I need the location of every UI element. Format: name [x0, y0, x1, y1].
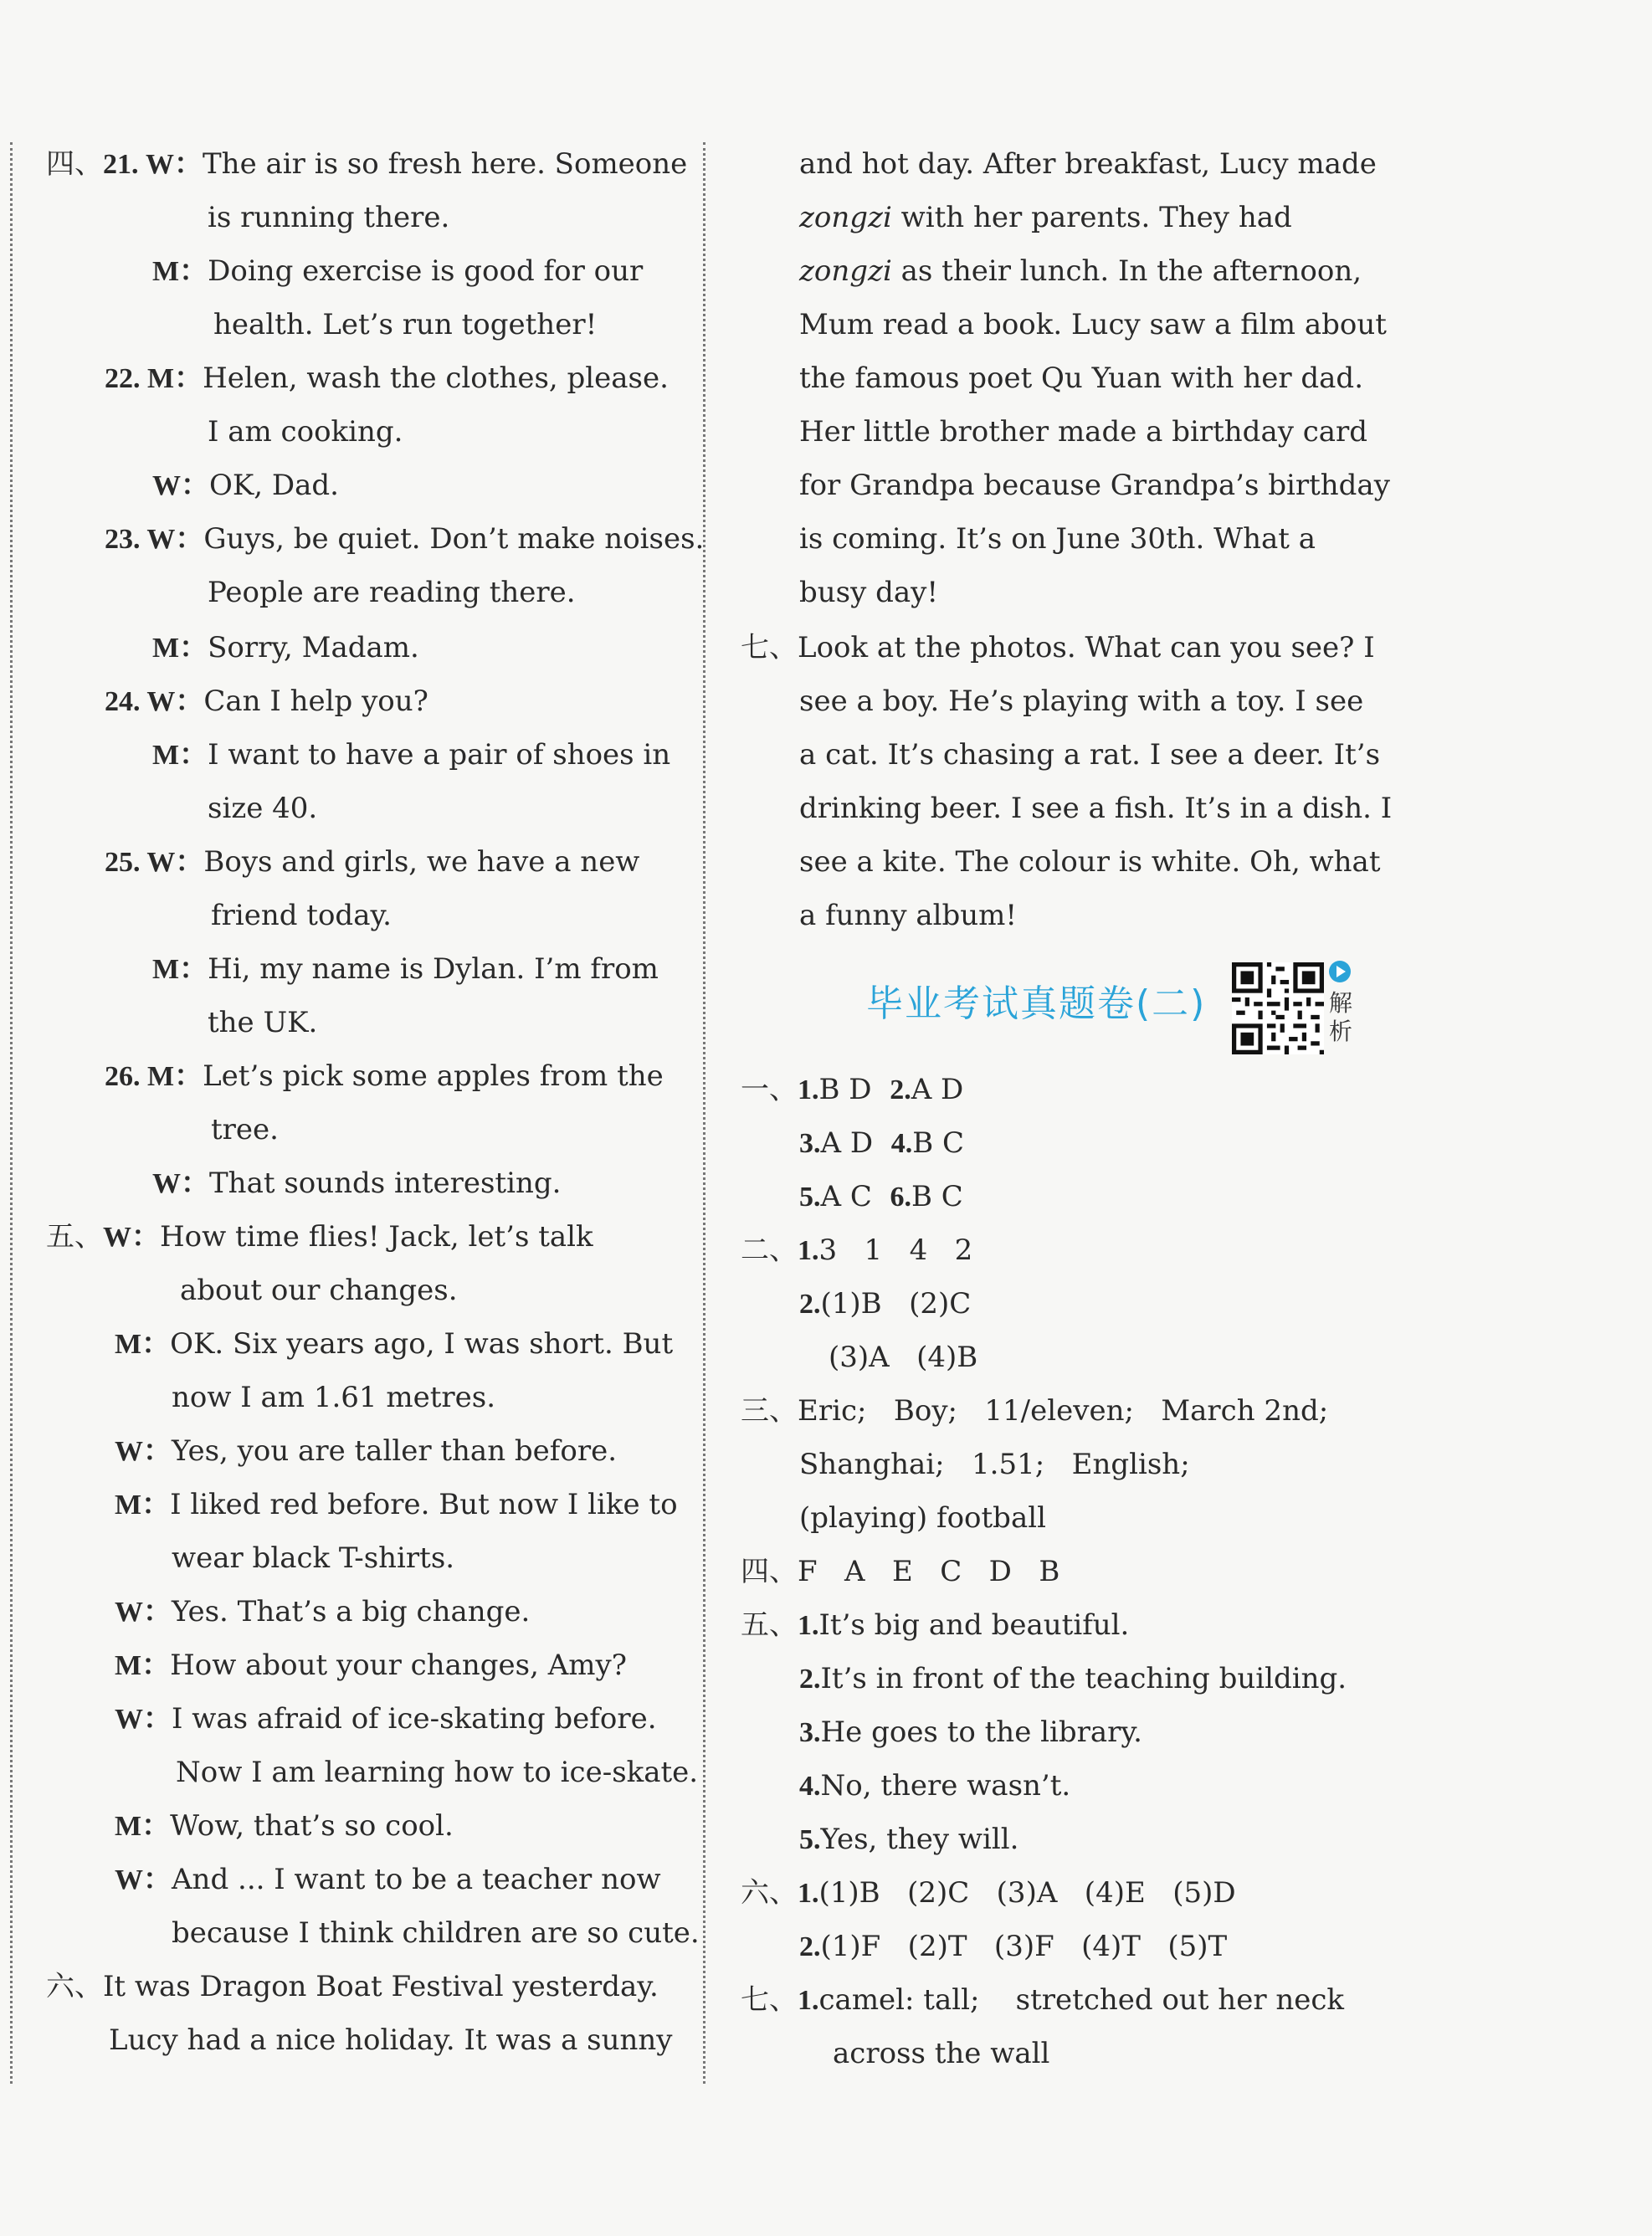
left-line-17: the UK. [208, 1006, 318, 1039]
left-line-15: friend today. [211, 899, 392, 932]
answer-line-16: 六、1.(1)B (2)C (3)A (4)E (5)D [741, 1876, 1236, 1910]
answer-line-14: 4.No, there wasn’t. [799, 1769, 1071, 1803]
left-line-25: W：Yes, you are taller than before. [115, 1434, 618, 1468]
answer-line-7: 三、Eric; Boy; 11/eleven; March 2nd; [741, 1394, 1329, 1428]
answer-line-3: 5.A C 6.B C [799, 1180, 963, 1213]
left-line-23: M：OK. Six years ago, I was short. But [115, 1327, 674, 1361]
left-line-2: is running there. [208, 201, 450, 234]
left-line-4: health. Let’s run together! [213, 308, 598, 341]
qr-label: 解析 [1329, 989, 1353, 1045]
right-line-4: Mum read a book. Lucy saw a film about [799, 308, 1387, 341]
answer-line-1: 一、1.B D 2.A D [741, 1073, 964, 1106]
right-line-15: a funny album! [799, 899, 1018, 932]
column-divider-middle [703, 142, 705, 2084]
answer-line-2: 3.A D 4.B C [799, 1126, 965, 1160]
left-line-5: 22. M：Helen, wash the clothes, please. [105, 362, 669, 395]
answer-line-4: 二、1.3 1 4 2 [741, 1233, 973, 1267]
answer-line-17: 2.(1)F (2)T (3)F (4)T (5)T [799, 1930, 1228, 1963]
italic-word: zongzi [799, 201, 892, 234]
right-line-8: is coming. It’s on June 30th. What a [799, 522, 1316, 556]
left-line-13: size 40. [208, 792, 318, 825]
answer-line-10: 四、F A E C D B [741, 1555, 1060, 1588]
answer-line-8: Shanghai; 1.51; English; [799, 1448, 1190, 1481]
left-line-21: 五、W：How time flies! Jack, let’s talk [46, 1220, 593, 1254]
answer-line-6: (3)A (4)B [829, 1341, 978, 1374]
left-line-3: M：Doing exercise is good for our [152, 254, 644, 288]
left-line-24: now I am 1.61 metres. [172, 1381, 495, 1414]
left-line-1: 四、21. W：The air is so fresh here. Someone [46, 147, 688, 181]
right-line-7: for Grandpa because Grandpa’s birthday [799, 469, 1390, 502]
column-divider-left [10, 142, 13, 2084]
answer-line-15: 5.Yes, they will. [799, 1823, 1019, 1856]
right-line-5: the famous poet Qu Yuan with her dad. [799, 362, 1364, 395]
left-line-35: 六、It was Dragon Boat Festival yesterday. [46, 1970, 659, 2003]
left-line-7: W：OK, Dad. [152, 469, 339, 502]
left-line-12: M：I want to have a pair of shoes in [152, 738, 671, 772]
left-line-30: W：I was afraid of ice-skating before. [115, 1702, 657, 1736]
left-line-6: I am cooking. [208, 415, 403, 449]
right-line-3: zongzi as their lunch. In the afternoon, [799, 254, 1362, 288]
answer-line-18: 七、1.camel: tall; stretched out her neck [741, 1983, 1345, 2017]
left-line-18: 26. M：Let’s pick some apples from the [105, 1059, 664, 1093]
left-line-26: M：I liked red before. But now I like to [115, 1488, 678, 1521]
left-line-28: W：Yes. That’s a big change. [115, 1595, 531, 1628]
left-line-29: M：How about your changes, Amy? [115, 1649, 627, 1682]
answer-line-13: 3.He goes to the library. [799, 1715, 1142, 1749]
right-line-11: see a boy. He’s playing with a toy. I see [799, 685, 1364, 718]
left-line-19: tree. [211, 1113, 279, 1146]
left-line-34: because I think children are so cute. [172, 1916, 700, 1950]
right-line-14: see a kite. The colour is white. Oh, what [799, 845, 1381, 879]
right-line-6: Her little brother made a birthday card [799, 415, 1368, 449]
left-line-27: wear black T-shirts. [172, 1541, 455, 1575]
left-line-10: M：Sorry, Madam. [152, 631, 419, 664]
left-line-32: M：Wow, that’s so cool. [115, 1809, 454, 1843]
left-line-16: M：Hi, my name is Dylan. I’m from [152, 952, 659, 986]
answer-line-11: 五、1.It’s big and beautiful. [741, 1608, 1130, 1642]
right-line-10: 七、Look at the photos. What can you see? I [741, 631, 1375, 664]
italic-word: zongzi [799, 254, 892, 288]
answer-line-19: across the wall [833, 2037, 1050, 2070]
answer-line-12: 2.It’s in front of the teaching building. [799, 1662, 1347, 1695]
left-line-20: W：That sounds interesting. [152, 1167, 562, 1200]
right-line-13: drinking beer. I see a fish. It’s in a dish. I [799, 792, 1393, 825]
left-line-8: 23. W：Guys, be quiet. Don’t make noises. [105, 522, 705, 556]
play-icon[interactable] [1329, 961, 1351, 982]
right-line-9: busy day! [799, 576, 939, 609]
left-line-14: 25. W：Boys and girls, we have a new [105, 845, 640, 879]
left-line-11: 24. W：Can I help you? [105, 685, 428, 718]
left-line-31: Now I am learning how to ice-skate. [176, 1756, 699, 1789]
qr-code-icon[interactable] [1232, 962, 1324, 1054]
right-line-1: and hot day. After breakfast, Lucy made [799, 147, 1377, 181]
right-line-12: a cat. It’s chasing a rat. I see a deer. It’s [799, 738, 1381, 772]
answer-line-9: (playing) football [799, 1501, 1046, 1535]
left-line-22: about our changes. [180, 1274, 458, 1307]
left-line-36: Lucy had a nice holiday. It was a sunny [109, 2023, 673, 2057]
section-title: 毕业考试真题卷(二) [866, 982, 1207, 1025]
left-line-33: W：And ... I want to be a teacher now [115, 1863, 661, 1896]
right-line-2: zongzi with her parents. They had [799, 201, 1292, 234]
left-line-9: People are reading there. [208, 576, 576, 609]
answer-line-5: 2.(1)B (2)C [799, 1287, 972, 1321]
